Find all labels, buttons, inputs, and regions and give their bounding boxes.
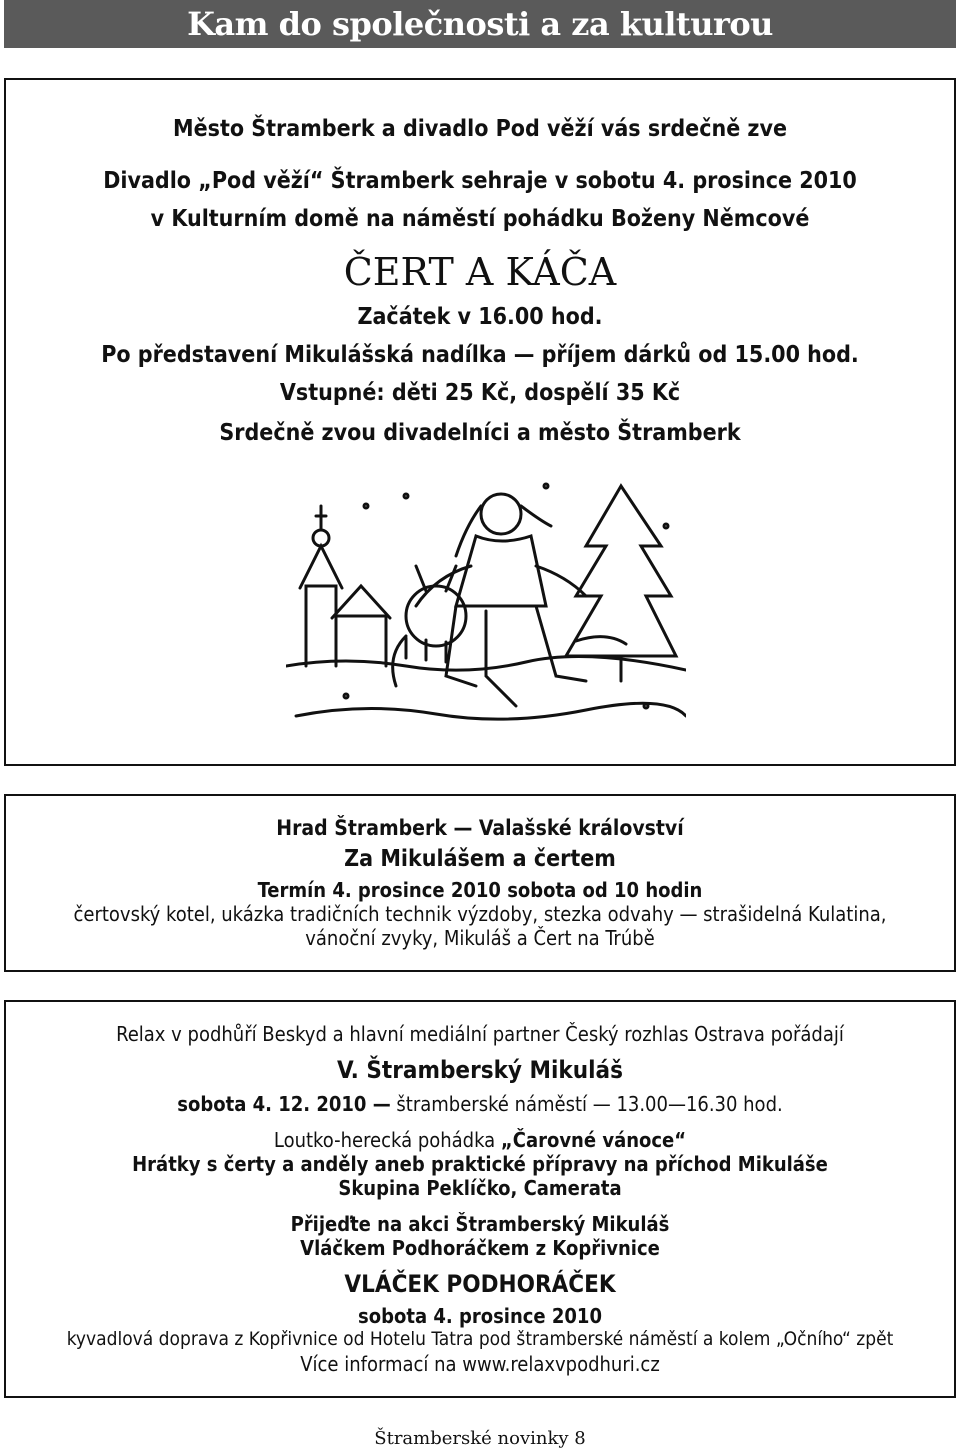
event-description-line-2: v Kulturním domě na náměstí pohádku Boženy Němcové xyxy=(150,206,810,232)
event-after-show: Po představení Mikulášská nadílka — příjem dárků od 15.00 hod. xyxy=(101,342,859,368)
event-description-line-2: vánoční zvyky, Mikuláš a Čert na Trúbě xyxy=(305,926,655,950)
invite-line: Město Štramberk a divadlo Pod věží vás srdečně zve xyxy=(172,116,787,142)
event-date-bold: sobota 4. 12. 2010 — xyxy=(177,1092,391,1116)
event-start-time: Začátek v 16.00 hod. xyxy=(357,304,603,330)
section-title: Kam do společnosti a za kulturou xyxy=(187,5,773,43)
train-invite-line-2: Vláčkem Podhoráčkem z Kopřivnice xyxy=(300,1236,660,1260)
train-title: VLÁČEK PODHORÁČEK xyxy=(344,1270,616,1298)
games-line: Hrátky s čerty a anděly aneb praktické přípravy na příchod Mikuláše xyxy=(132,1152,828,1176)
event-date: Termín 4. prosince 2010 sobota od 10 hodin xyxy=(257,878,703,902)
event-title: V. Štramberský Mikuláš xyxy=(337,1056,623,1084)
show-prefix: Loutko-herecká pohádka xyxy=(273,1128,501,1152)
event-organizer: Relax v podhůří Beskyd a hlavní mediální partner Český rozhlas Ostrava pořádají xyxy=(116,1022,844,1046)
show-line xyxy=(6,1128,954,1152)
train-invite-line-1: Přijeďte na akci Štramberský Mikuláš xyxy=(290,1212,670,1236)
winter-fairy-tale-illustration xyxy=(286,466,686,742)
train-description: kyvadlová doprava z Kopřivnice od Hotelu Tatra pod štramberské náměstí a kolem „Očního“ zpět xyxy=(66,1328,894,1350)
event-organizer: Hrad Štramberk — Valašské království xyxy=(276,816,684,840)
event-title: ČERT A KÁČA xyxy=(343,250,617,294)
event-date-place: štramberské náměstí — 13.00—16.30 hod. xyxy=(390,1092,783,1116)
more-info[interactable]: Více informací na www.relaxvpodhuri.cz xyxy=(300,1352,660,1376)
section-header xyxy=(4,0,956,48)
train-date: sobota 4. prosince 2010 xyxy=(358,1304,602,1328)
groups-line: Skupina Peklíčko, Camerata xyxy=(338,1176,622,1200)
page-footer: Štramberské novinky 8 xyxy=(374,1428,586,1449)
event-title: Za Mikulášem a čertem xyxy=(344,846,616,872)
event-box-cert-a-kaca xyxy=(4,78,956,766)
event-description-line-1: čertovský kotel, ukázka tradičních technik výzdoby, stezka odvahy — strašidelná Kulatina, xyxy=(73,902,887,926)
event-date xyxy=(6,1092,954,1116)
event-box-stramberky-mikulas xyxy=(4,1000,956,1398)
event-box-za-mikulasem xyxy=(4,794,956,972)
event-description-line-1: Divadlo „Pod věží“ Štramberk sehraje v sobotu 4. prosince 2010 xyxy=(103,168,857,194)
event-invite-end: Srdečně zvou divadelníci a město Štramberk xyxy=(219,420,741,446)
show-name: „Čarovné vánoce“ xyxy=(500,1128,687,1152)
event-admission: Vstupné: děti 25 Kč, dospělí 35 Kč xyxy=(279,380,681,406)
